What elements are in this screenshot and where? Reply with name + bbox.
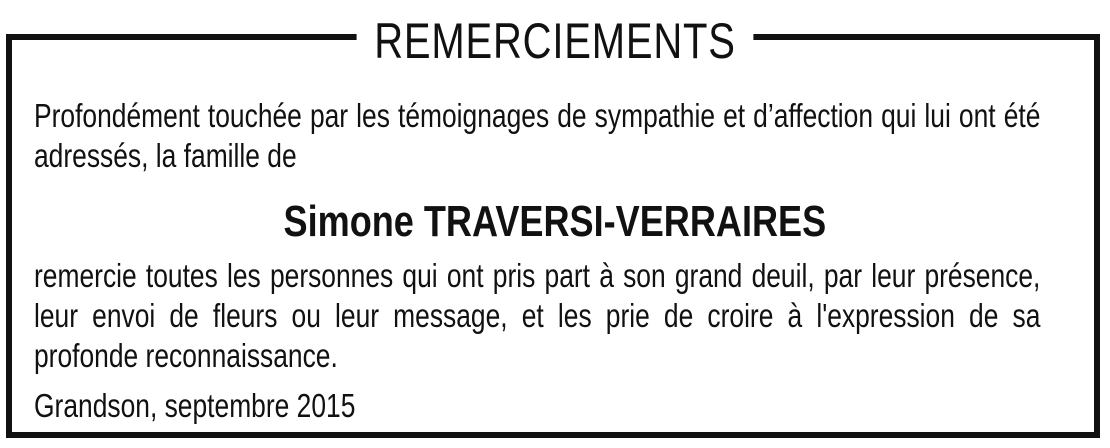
name-wrap xyxy=(0,196,1110,248)
signoff: Grandson, septembre 2015 xyxy=(34,387,356,424)
notice-title: REMERCIEMENTS xyxy=(357,16,754,66)
body-block xyxy=(34,256,1040,376)
body-text: remercie toutes les personnes qui ont pris part à son grand deuil, par leur présence, leur envoi de fleurs ou leur message, et les prie de croire à l'expression de sa profonde reconnaissance. xyxy=(34,257,1041,374)
intro-block xyxy=(34,96,1040,176)
deceased-name: Simone TRAVERSI-VERRAIRES xyxy=(283,197,827,246)
intro-text: Profondément touchée par les témoignages de sympathie et d’affection qui lui ont été adressés, la famille de xyxy=(34,97,1041,174)
